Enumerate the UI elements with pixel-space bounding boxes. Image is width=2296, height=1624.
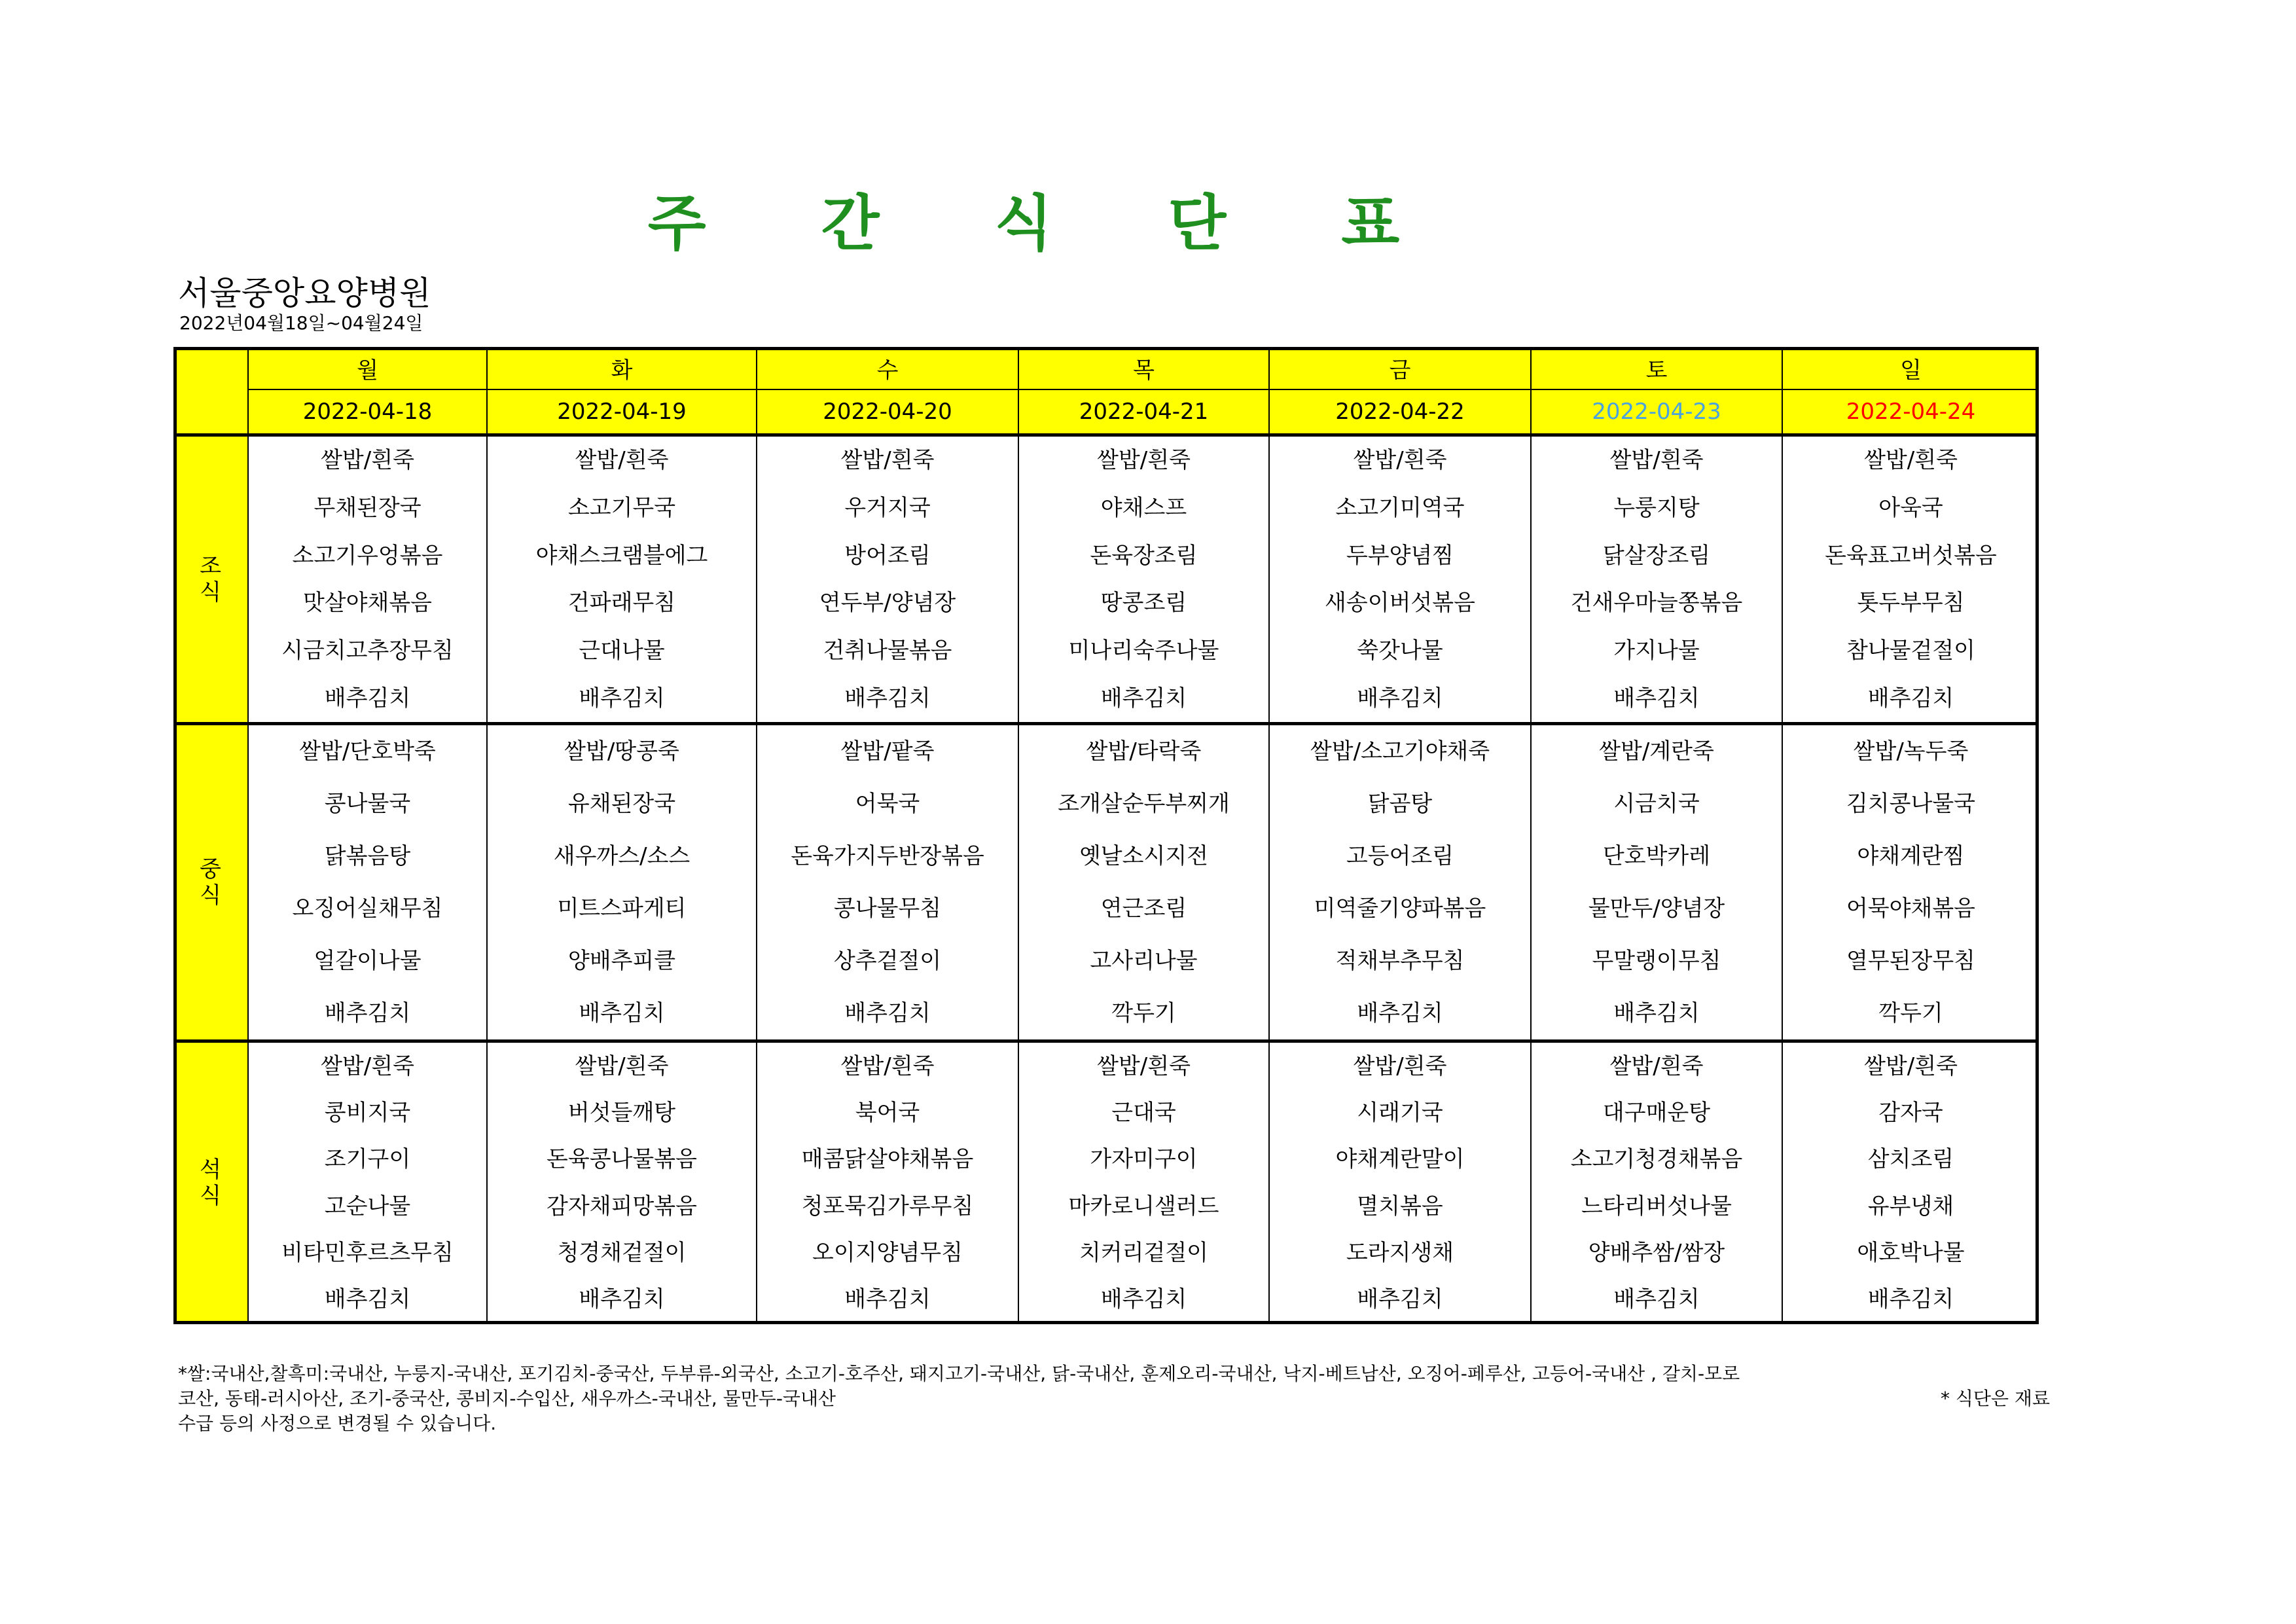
menu-item: 쑥갓나물 [1357,637,1443,664]
menu-item: 매콤닭살야채볶음 [801,1146,974,1173]
menu-item: 감자채피망볶음 [547,1193,697,1219]
menu-item: 미역줄기양파볶음 [1314,895,1486,922]
menu-item: 배추김치 [1357,1286,1443,1313]
menu-item: 쌀밥/흰죽 [840,447,935,474]
menu-item: 배추김치 [1867,1286,1954,1313]
menu-item: 쌀밥/소고기야채죽 [1310,738,1490,765]
menu-item: 고사리나물 [1090,948,1198,974]
menu-item: 쌀밥/흰죽 [1097,447,1191,474]
menu-item: 배추김치 [844,1000,931,1026]
menu-item: 근대나물 [579,637,665,664]
menu-item: 가지나물 [1613,637,1700,664]
date-label: 2022-04-19 [487,389,757,435]
menu-item: 연근조림 [1100,895,1187,922]
menu-cell [487,724,757,1041]
menu-item: 배추김치 [1613,685,1700,712]
menu-item: 닭곰탕 [1367,791,1433,817]
menu-item: 김치콩나물국 [1846,791,1976,817]
menu-item: 시금치고추장무침 [281,637,454,664]
menu-item: 소고기청경채볶음 [1570,1146,1743,1173]
weekly-menu-table [173,347,2039,1323]
menu-item: 연두부/양념장 [819,590,956,617]
date-label-saturday: 2022-04-23 [1531,389,1782,435]
menu-item: 야채계란찜 [1857,843,1965,869]
date-label: 2022-04-22 [1269,389,1531,435]
menu-item: 오이지양념무침 [812,1239,963,1266]
menu-cell [757,435,1018,724]
meal-label-breakfast [173,435,248,724]
menu-item: 쌀밥/땅콩죽 [564,738,679,765]
day-label: 수 [757,347,1018,389]
menu-item: 돈육콩나물볶음 [547,1146,697,1173]
footnote-line: 수급 등의 사정으로 변경될 수 있습니다. [178,1413,497,1434]
page-title: 주 간 식 단 표 [647,189,1447,259]
menu-item: 닭살장조림 [1602,542,1711,569]
menu-item: 조개살순두부찌개 [1058,791,1230,817]
hospital-name: 서울중앙요양병원 [178,274,431,312]
menu-item: 우거지국 [844,494,931,521]
menu-item: 단호박카레 [1602,843,1711,869]
menu-item: 상추겉절이 [833,948,942,974]
menu-item: 버섯들깨탕 [567,1099,676,1126]
menu-item: 야채스크램블에그 [535,542,708,569]
menu-item: 마카로니샐러드 [1068,1193,1219,1219]
menu-item: 아욱국 [1878,494,1943,521]
menu-item: 쌀밥/흰죽 [1864,1053,1958,1079]
menu-item: 배추김치 [324,1286,411,1313]
dinner-row [173,1041,2039,1324]
date-label: 2022-04-18 [248,389,487,435]
menu-item: 무채된장국 [314,494,422,521]
menu-item: 얼갈이나물 [314,948,422,974]
menu-item: 가자미구이 [1090,1146,1198,1173]
menu-item: 유부냉채 [1867,1193,1954,1219]
menu-item: 양배추피클 [567,948,676,974]
meal-label-char: 조 [200,553,221,579]
menu-item: 콩비지국 [324,1099,411,1126]
menu-item: 배추김치 [579,685,665,712]
day-label: 금 [1269,347,1531,389]
meal-label-char: 중 [200,856,221,882]
menu-item: 시래기국 [1357,1099,1443,1126]
menu-item: 어묵야채볶음 [1846,895,1976,922]
menu-item: 쌀밥/흰죽 [1609,1053,1704,1079]
menu-item: 누룽지탕 [1613,494,1700,521]
menu-cell [1018,724,1269,1041]
menu-cell [1269,435,1531,724]
menu-item: 배추김치 [1357,685,1443,712]
menu-item: 쌀밥/팥죽 [840,738,935,765]
menu-item: 감자국 [1878,1099,1943,1126]
menu-item: 새송이버섯볶음 [1325,590,1475,617]
menu-item: 쌀밥/흰죽 [321,1053,414,1079]
menu-item: 조기구이 [324,1146,411,1173]
menu-item: 배추김치 [1613,1000,1700,1026]
menu-item: 적채부추무침 [1335,948,1465,974]
menu-item: 미트스파게티 [557,895,687,922]
menu-item: 고순나물 [324,1193,411,1219]
menu-item: 배추김치 [1100,1286,1187,1313]
menu-item: 배추김치 [844,1286,931,1313]
day-header-row [173,347,2039,389]
menu-item: 배추김치 [1357,1000,1443,1026]
menu-item: 쌀밥/흰죽 [1609,447,1704,474]
menu-item: 쌀밥/흰죽 [1097,1053,1191,1079]
menu-item: 건취나물볶음 [823,637,952,664]
menu-item: 배추김치 [1613,1286,1700,1313]
menu-item: 소고기무국 [567,494,676,521]
menu-cell [1018,1041,1269,1324]
menu-item: 무말랭이무침 [1592,948,1721,974]
menu-cell [1531,435,1782,724]
menu-item: 쌀밥/흰죽 [575,1053,669,1079]
meal-label-char: 석 [200,1157,221,1183]
menu-item: 배추김치 [844,685,931,712]
menu-item: 돈육표고버섯볶음 [1825,542,1997,569]
menu-cell [487,1041,757,1324]
menu-item: 소고기우엉볶음 [292,542,443,569]
menu-item: 참나물겉절이 [1846,637,1976,664]
menu-item: 야채스프 [1100,494,1187,521]
menu-cell [248,724,487,1041]
breakfast-row [173,435,2039,724]
menu-item: 양배추쌈/쌈장 [1588,1239,1725,1266]
menu-item: 느타리버섯나물 [1581,1193,1732,1219]
day-label: 토 [1531,347,1782,389]
menu-item: 땅콩조림 [1100,590,1187,617]
menu-cell [1782,435,2039,724]
menu-item: 청포묵김가루무침 [801,1193,974,1219]
day-label: 일 [1782,347,2039,389]
date-header-row [173,389,2039,435]
menu-item: 야채계란말이 [1335,1146,1465,1173]
menu-item: 배추김치 [579,1286,665,1313]
menu-item: 배추김치 [1100,685,1187,712]
menu-item: 대구매운탕 [1602,1099,1711,1126]
menu-item: 건새우마늘쫑볶음 [1570,590,1743,617]
menu-item: 쌀밥/흰죽 [840,1053,935,1079]
menu-item: 유채된장국 [567,791,676,817]
menu-item: 쌀밥/녹두죽 [1853,738,1969,765]
menu-item: 닭볶음탕 [324,843,411,869]
meal-label-dinner [173,1041,248,1324]
menu-item: 오징어실채무침 [292,895,443,922]
menu-cell [248,435,487,724]
footnote-line: *쌀:국내산,찰흑미:국내산, 누룽지-국내산, 포기김치-중국산, 두부류-외국산, 소고기-호주산, 돼지고기-국내산, 닭-국내산, 훈제오리-국내산, 낙지-베트남산, 오징어-페루산, 고등어-국내산 , 갈치-모로 [178,1363,1740,1384]
menu-item: 근대국 [1111,1099,1176,1126]
menu-cell [757,1041,1018,1324]
menu-cell [1269,724,1531,1041]
menu-item: 돈육장조림 [1090,542,1198,569]
day-label: 화 [487,347,757,389]
menu-item: 어묵국 [855,791,920,817]
menu-item: 배추김치 [1867,685,1954,712]
menu-item: 콩나물국 [324,791,411,817]
meal-label-char: 식 [200,1183,221,1209]
footnote-line [178,1386,2050,1411]
menu-cell [248,1041,487,1324]
menu-item: 맛살야채볶음 [302,590,433,617]
meal-label-char: 식 [200,579,221,605]
menu-item: 치커리겉절이 [1079,1239,1209,1266]
meal-label-char: 식 [200,882,221,909]
date-label: 2022-04-20 [757,389,1018,435]
menu-item: 방어조림 [844,542,931,569]
menu-cell [1531,1041,1782,1324]
menu-item: 배추김치 [324,1000,411,1026]
day-label: 목 [1018,347,1269,389]
menu-item: 두부양념찜 [1346,542,1454,569]
menu-item: 미나리숙주나물 [1068,637,1219,664]
menu-item: 돈육가지두반장볶음 [791,843,984,869]
menu-cell [757,724,1018,1041]
menu-item: 멸치볶음 [1357,1193,1443,1219]
menu-item: 쌀밥/타락죽 [1086,738,1202,765]
date-label: 2022-04-21 [1018,389,1269,435]
menu-item: 소고기미역국 [1335,494,1465,521]
menu-item: 쌀밥/단호박죽 [299,738,436,765]
menu-item: 쌀밥/흰죽 [575,447,669,474]
date-label-sunday: 2022-04-24 [1782,389,2039,435]
menu-item: 새우까스/소스 [553,843,691,869]
footnote-notice: * 식단은 재료 [1940,1388,2050,1409]
menu-item: 열무된장무침 [1846,948,1976,974]
footnote-text: 코산, 동태-러시아산, 조기-중국산, 콩비지-수입산, 새우까스-국내산, 물만두-국내산 [178,1388,836,1409]
menu-cell [1782,724,2039,1041]
menu-cell [1531,724,1782,1041]
menu-item: 건파래무침 [567,590,676,617]
menu-cell [1018,435,1269,724]
menu-item: 배추김치 [324,685,411,712]
menu-item: 삼치조림 [1867,1146,1954,1173]
menu-cell [1269,1041,1531,1324]
menu-cell [487,435,757,724]
menu-item: 비타민후르츠무침 [281,1239,454,1266]
menu-item: 도라지생채 [1346,1239,1454,1266]
menu-item: 톳두부무침 [1857,590,1965,617]
corner-cell [173,347,248,435]
menu-cell [1782,1041,2039,1324]
menu-item: 쌀밥/흰죽 [321,447,414,474]
menu-item: 애호박나물 [1857,1239,1965,1266]
menu-item: 콩나물무침 [833,895,942,922]
menu-item: 옛날소시지전 [1079,843,1209,869]
menu-item: 쌀밥/계란죽 [1599,738,1714,765]
menu-item: 배추김치 [579,1000,665,1026]
menu-item: 북어국 [855,1099,920,1126]
menu-item: 시금치국 [1613,791,1700,817]
menu-item: 쌀밥/흰죽 [1353,1053,1447,1079]
origin-footnote [178,1362,2050,1436]
meal-label-lunch [173,724,248,1041]
menu-item: 깍두기 [1878,1000,1943,1026]
menu-item: 청경채겉절이 [557,1239,687,1266]
day-label: 월 [248,347,487,389]
lunch-row [173,724,2039,1041]
menu-item: 쌀밥/흰죽 [1353,447,1447,474]
menu-item: 쌀밥/흰죽 [1864,447,1958,474]
menu-item: 깍두기 [1111,1000,1176,1026]
menu-period: 2022년04월18일~04월24일 [179,312,423,334]
menu-item: 고등어조림 [1346,843,1454,869]
menu-item: 물만두/양념장 [1588,895,1725,922]
